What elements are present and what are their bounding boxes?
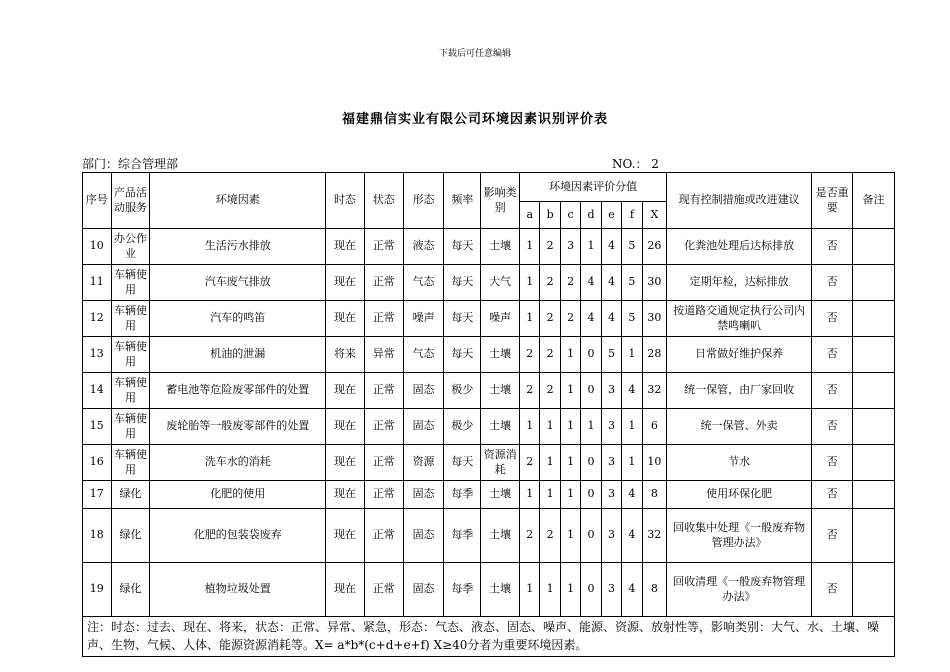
score-a-cell: 1 [520,265,540,301]
form-cell: 固态 [403,509,444,563]
impact-cell: 土壤 [481,229,520,265]
score-b-cell: 1 [540,409,560,445]
score-d-cell: 0 [581,373,601,409]
tense-cell: 现在 [326,409,365,445]
header-seq: 序号 [83,173,112,229]
impact-cell: 土壤 [481,481,520,509]
tense-cell: 现在 [326,373,365,409]
score-c-cell: 1 [560,481,580,509]
score-c-cell: 1 [560,563,580,617]
score-f-cell: 4 [622,509,642,563]
control-cell: 按道路交通规定执行公司内禁鸣喇叭 [667,301,812,337]
score-d-cell: 4 [581,265,601,301]
score-e-cell: 4 [601,265,621,301]
seq-cell: 14 [83,373,112,409]
seq-cell: 15 [83,409,112,445]
header-eval-b: b [540,202,560,229]
score-e-cell: 4 [601,301,621,337]
seq-cell: 11 [83,265,112,301]
remark-cell [853,481,895,509]
seq-cell: 17 [83,481,112,509]
header-activity: 产品活动服务 [111,173,150,229]
important-cell: 否 [812,509,853,563]
impact-cell: 土壤 [481,563,520,617]
tense-cell: 现在 [326,563,365,617]
control-cell: 统一保管，由厂家回收 [667,373,812,409]
important-cell: 否 [812,481,853,509]
important-cell: 否 [812,445,853,481]
impact-cell: 土壤 [481,509,520,563]
form-cell: 固态 [403,481,444,509]
tense-cell: 现在 [326,229,365,265]
score-a-cell: 1 [520,409,540,445]
header-factor: 环境因素 [150,173,326,229]
score-x-cell: 28 [642,337,667,373]
header-status: 状态 [364,173,403,229]
header-eval-d: d [581,202,601,229]
form-cell: 资源 [403,445,444,481]
remark-cell [853,445,895,481]
seq-cell: 16 [83,445,112,481]
impact-cell: 土壤 [481,373,520,409]
score-b-cell: 2 [540,509,560,563]
activity-cell: 绿化 [111,509,150,563]
score-c-cell: 1 [560,409,580,445]
score-x-cell: 32 [642,509,667,563]
activity-cell: 车辆使用 [111,409,150,445]
frequency-cell: 每季 [444,481,481,509]
header-eval-x: X [642,202,667,229]
activity-cell: 办公作业 [111,229,150,265]
frequency-cell: 每季 [444,563,481,617]
document-number: NO.： 2 [612,157,659,171]
score-d-cell: 1 [581,409,601,445]
footnote: 注：时态：过去、现在、将来，状态：正常、异常、紧急，形态：气态、液态、固态、噪声、能源、资源、放射性等，影响类别：大气、水、土壤、噪声、生物、气候、人体、能源资源消耗等。X= a*b*(c+d+e+f) X≥40分者为重要环境因素。 [83,617,895,657]
status-cell: 正常 [364,409,403,445]
score-d-cell: 1 [581,229,601,265]
frequency-cell: 每天 [444,229,481,265]
impact-cell: 资源消耗 [481,445,520,481]
seq-cell: 13 [83,337,112,373]
score-d-cell: 0 [581,337,601,373]
remark-cell [853,373,895,409]
control-cell: 日常做好维护保养 [667,337,812,373]
page-title: 福建鼎信实业有限公司环境因素识别评价表 [341,112,608,127]
remark-cell [853,409,895,445]
frequency-cell: 每天 [444,301,481,337]
important-cell: 否 [812,301,853,337]
status-cell: 正常 [364,481,403,509]
score-d-cell: 4 [581,301,601,337]
status-cell: 正常 [364,445,403,481]
table-row [83,373,895,409]
score-b-cell: 1 [540,563,560,617]
activity-cell: 车辆使用 [111,265,150,301]
impact-cell: 土壤 [481,337,520,373]
score-e-cell: 3 [601,481,621,509]
score-c-cell: 1 [560,337,580,373]
score-e-cell: 3 [601,445,621,481]
tense-cell: 现在 [326,301,365,337]
control-cell: 使用环保化肥 [667,481,812,509]
activity-cell: 车辆使用 [111,301,150,337]
remark-cell [853,265,895,301]
factor-cell: 汽车废气排放 [150,265,326,301]
control-cell: 回收集中处理《一般废弃物管理办法》 [667,509,812,563]
table-row [83,301,895,337]
status-cell: 正常 [364,301,403,337]
score-f-cell: 4 [622,373,642,409]
footnote-row [83,617,895,657]
activity-cell: 车辆使用 [111,373,150,409]
control-cell: 节水 [667,445,812,481]
score-x-cell: 30 [642,265,667,301]
tense-cell: 将来 [326,337,365,373]
score-e-cell: 4 [601,229,621,265]
score-f-cell: 1 [622,445,642,481]
score-e-cell: 3 [601,373,621,409]
remark-cell [853,301,895,337]
header-form: 形态 [403,173,444,229]
score-c-cell: 3 [560,229,580,265]
factor-cell: 机油的泄漏 [150,337,326,373]
activity-cell: 车辆使用 [111,337,150,373]
status-cell: 异常 [364,337,403,373]
control-cell: 回收清理《一般废弃物管理办法》 [667,563,812,617]
score-b-cell: 2 [540,301,560,337]
seq-cell: 12 [83,301,112,337]
header-important: 是否重要 [812,173,853,229]
important-cell: 否 [812,373,853,409]
tense-cell: 现在 [326,445,365,481]
factor-cell: 汽车的鸣笛 [150,301,326,337]
table-row [83,563,895,617]
factor-cell: 废轮胎等一般废零部件的处置 [150,409,326,445]
factor-cell: 生活污水排放 [150,229,326,265]
control-cell: 定期年检，达标排放 [667,265,812,301]
factor-cell: 蓄电池等危险废零部件的处置 [150,373,326,409]
form-cell: 液态 [403,229,444,265]
score-f-cell: 5 [622,265,642,301]
control-cell: 统一保管、外卖 [667,409,812,445]
score-a-cell: 2 [520,445,540,481]
score-b-cell: 2 [540,229,560,265]
header-tense: 时态 [326,173,365,229]
table-row [83,481,895,509]
score-a-cell: 1 [520,301,540,337]
important-cell: 否 [812,563,853,617]
environment-factor-table [82,172,895,657]
score-e-cell: 5 [601,337,621,373]
seq-cell: 19 [83,563,112,617]
score-c-cell: 1 [560,373,580,409]
score-a-cell: 1 [520,229,540,265]
score-x-cell: 26 [642,229,667,265]
important-cell: 否 [812,337,853,373]
tense-cell: 现在 [326,265,365,301]
department-label: 部门：综合管理部 [82,157,179,171]
header-eval-f: f [622,202,642,229]
header-impact: 影响类别 [481,173,520,229]
score-x-cell: 6 [642,409,667,445]
impact-cell: 噪声 [481,301,520,337]
score-b-cell: 2 [540,373,560,409]
score-a-cell: 1 [520,563,540,617]
activity-cell: 绿化 [111,481,150,509]
form-cell: 固态 [403,373,444,409]
form-cell: 噪声 [403,301,444,337]
form-cell: 固态 [403,409,444,445]
impact-cell: 土壤 [481,409,520,445]
control-cell: 化粪池处理后达标排放 [667,229,812,265]
seq-cell: 10 [83,229,112,265]
frequency-cell: 每天 [444,445,481,481]
table-row [83,409,895,445]
score-e-cell: 3 [601,563,621,617]
score-e-cell: 3 [601,509,621,563]
frequency-cell: 极少 [444,409,481,445]
score-d-cell: 0 [581,563,601,617]
status-cell: 正常 [364,509,403,563]
form-cell: 固态 [403,563,444,617]
score-c-cell: 2 [560,265,580,301]
remark-cell [853,337,895,373]
table-row [83,265,895,301]
remark-cell [853,229,895,265]
score-c-cell: 2 [560,301,580,337]
table-row [83,445,895,481]
score-a-cell: 2 [520,337,540,373]
remark-cell [853,563,895,617]
factor-cell: 植物垃圾处置 [150,563,326,617]
frequency-cell: 每天 [444,337,481,373]
important-cell: 否 [812,409,853,445]
tense-cell: 现在 [326,481,365,509]
form-cell: 气态 [403,265,444,301]
score-f-cell: 5 [622,229,642,265]
impact-cell: 大气 [481,265,520,301]
header-row-1 [83,173,895,202]
status-cell: 正常 [364,563,403,617]
header-eval-a: a [520,202,540,229]
remark-cell [853,509,895,563]
header-control: 现有控制措施或改进建议 [667,173,812,229]
score-a-cell: 1 [520,481,540,509]
table-row [83,337,895,373]
top-note: 下载后可任意编辑 [438,49,511,59]
score-f-cell: 4 [622,481,642,509]
header-eval-c: c [560,202,580,229]
activity-cell: 车辆使用 [111,445,150,481]
score-b-cell: 2 [540,265,560,301]
score-a-cell: 2 [520,373,540,409]
status-cell: 正常 [364,229,403,265]
important-cell: 否 [812,265,853,301]
score-f-cell: 1 [622,409,642,445]
status-cell: 正常 [364,373,403,409]
tense-cell: 现在 [326,509,365,563]
header-frequency: 频率 [444,173,481,229]
score-d-cell: 0 [581,509,601,563]
header-eval-e: e [601,202,621,229]
score-d-cell: 0 [581,481,601,509]
header-eval-group: 环境因素评价分值 [520,173,667,202]
seq-cell: 18 [83,509,112,563]
score-x-cell: 10 [642,445,667,481]
score-c-cell: 1 [560,445,580,481]
factor-cell: 化肥的包装袋废弃 [150,509,326,563]
frequency-cell: 极少 [444,373,481,409]
score-a-cell: 2 [520,509,540,563]
table-row [83,229,895,265]
status-cell: 正常 [364,265,403,301]
score-f-cell: 5 [622,301,642,337]
score-x-cell: 32 [642,373,667,409]
factor-cell: 化肥的使用 [150,481,326,509]
table-row [83,509,895,563]
score-f-cell: 1 [622,337,642,373]
score-x-cell: 30 [642,301,667,337]
score-c-cell: 1 [560,509,580,563]
score-b-cell: 2 [540,337,560,373]
header-remark: 备注 [853,173,895,229]
score-e-cell: 3 [601,409,621,445]
score-f-cell: 4 [622,563,642,617]
important-cell: 否 [812,229,853,265]
form-cell: 气态 [403,337,444,373]
score-b-cell: 1 [540,445,560,481]
frequency-cell: 每天 [444,265,481,301]
score-x-cell: 8 [642,481,667,509]
activity-cell: 绿化 [111,563,150,617]
frequency-cell: 每季 [444,509,481,563]
score-b-cell: 1 [540,481,560,509]
factor-cell: 洗车水的消耗 [150,445,326,481]
score-x-cell: 8 [642,563,667,617]
score-d-cell: 0 [581,445,601,481]
